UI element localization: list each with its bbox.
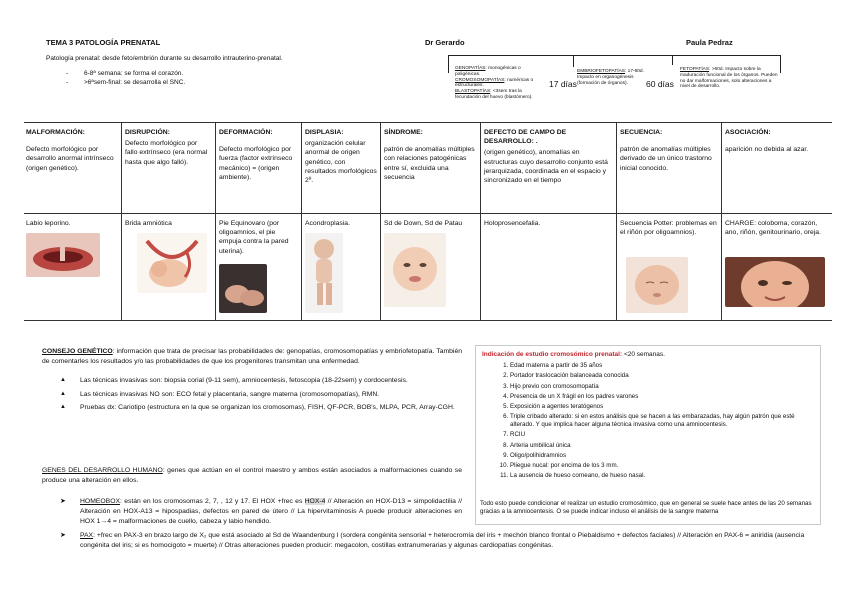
indicacion-footer: Todo esto puede condicionar el realizar un estudio cromosómico, que en general se suele hace antes de las 20 semanas gracias a la amniocentesis. O se puede indicar incluso el análisis de la sangre materna: [480, 500, 812, 515]
table-divider: [616, 122, 617, 320]
table-mid-line: [24, 213, 832, 214]
table-divider: [301, 122, 302, 320]
genes-desarrollo-intro: GENES DEL DESARROLLO HUMANO: genes que actúan en el control maestro y ambos están asociados a malformaciones cuando se produce una alteración en ellos.: [42, 467, 462, 484]
table-divider: [721, 122, 722, 320]
indicacion-item: 10. Pliegue nucal: por encima de los 3 mm.: [510, 462, 808, 470]
amniotic-band-drawing: [137, 233, 207, 293]
table-bottom-line: [24, 320, 832, 321]
example-defecto-campo: Holoprosencefalia.: [484, 220, 541, 227]
table-divider: [121, 122, 122, 320]
consejo-genetico-section: CONSEJO GENÉTICO: información que trata de precisar las probabilidades de: genopatías, cromosomopatías y embriofetopatía. También de comentarles los resultados y/o las probabilidades de que los progenitores transmitan una enfermedad. ▲ Las técnicas invasivas son: biopsia corial (9-11 sem), amniocentesis, fetoscopia (18-22sem) y cordocentesis. ▲ Las técnicas invasivas NO son: ECO fetal y placentaria, sangre materna (cromosomopatías), RMN. ▲ Pruebas dx: Cariotipo (estructura en la que se organizan los cromosomas), FISH, QF-PCR, BOB's, MLPA, PCR, Array-CGH.: [42, 347, 462, 417]
timeline-tick: [448, 55, 449, 73]
indicacion-list: [476, 362, 808, 483]
col-disrupcion: DISRUPCIÓN: Defecto morfológico por fallo extrínseco (era normal hasta que algo falló).: [125, 129, 208, 166]
consejo-item: ▲ Las técnicas invasivas son: biopsia corial (9-11 sem), amniocentesis, fetoscopia (18-22sem) y cordocentesis.: [42, 376, 462, 386]
col-sindrome: SÍNDROME: patrón de anomalías múltiples con relaciones patogénicas entre sí, excluida una secuencia: [384, 129, 475, 181]
pax-item: ➤ PAX: +frec en PAX-3 en brazo largo de X₂ que está asociado al Sd de Waandenburg I (sordera congénita sensorial + heterocromía del iris + mechón blanco frontal o Piebaldismo + defectos faciales) // Alteración en PAX-6 = aniridia (ausencia congénita del iris; si es homocigoto = muerte) // Otras alteraciones pueden producir: megacolon, costillas extranumerarias y algunas cardiopatías congénitas.: [42, 531, 834, 551]
indicacion-item: 9. Oligo/polihidramnios: [510, 452, 808, 460]
timeline-genopatias: GENOPATÍAS: monogénicas o poligénicas. CROMOSOMOPATÍAS: numéricas o estructurales. BLASTOPATÍAS: <3sem tras la fecundación del huevo (blastómero).: [455, 66, 534, 100]
timeline-tick: [780, 55, 781, 73]
genes-pax: [42, 531, 834, 554]
col-displasia: DISPLASIA: organización celular anormal de origen genético, con resultados morfológicos 2º.: [305, 129, 377, 184]
timeline-17-days: 17 días: [549, 79, 577, 89]
indicacion-item: 6. Triple cribado alterado: si en estos análisis que se hacen a las embarazadas, hay algún patrón que esté alterado. Y que implica hacer alguna técnica invasiva como una amniocentesis.: [510, 413, 808, 429]
header-bullets: [46, 70, 346, 88]
potter-sequence-photo: [626, 257, 688, 313]
down-syndrome-baby-photo: [384, 233, 446, 307]
timeline-tick: [672, 55, 673, 65]
example-secuencia: Secuencia Potter: problemas en el riñón por oligoamnios).: [620, 220, 717, 237]
table-divider: [480, 122, 481, 320]
charge-syndrome-photo: [725, 257, 825, 307]
table-divider: [215, 122, 216, 320]
col-secuencia: SECUENCIA: patrón de anomalías múltiples derivado de un único trastorno inicial conocido.: [620, 129, 712, 172]
indicacion-item: 11. La ausencia de hueso corneano, de hueso nasal.: [510, 472, 808, 480]
indicacion-title: Indicación de estudio cromosómico prenatal: <20 semanas.: [482, 351, 665, 358]
clubfoot-photo: [219, 264, 267, 313]
timeline-fetopatias: FETOPATÍAS: >60d. Impacto sobre la maduración funcional de los órganos. Pueden no dar malformaciones, solo alteraciones a nivel de desarrollo.: [680, 67, 778, 90]
timeline-bar: [448, 55, 780, 56]
col-deformacion: DEFORMACIÓN: Defecto morfológico por fuerza (factor extrínseco mecánico) = (origen ambiente).: [219, 129, 293, 181]
timeline-tick: [573, 55, 574, 67]
indicacion-item: 7. RCIU: [510, 431, 808, 439]
col-defecto-campo: DEFECTO DE CAMPO DE DESARROLLO: . (origen genético), anomalías en estructuras cuyo desarrollo conjunto está jerarquizada, coordinada en el espacio y sincronizado en el tiempo: [484, 129, 608, 184]
indicacion-item: 3. Hijo previo con cromosomopatía: [510, 383, 808, 391]
timeline-60-days: 60 días: [646, 79, 674, 89]
table-divider: [380, 122, 381, 320]
indicacion-box: [475, 345, 821, 525]
col-malformacion: MALFORMACIÓN: Defecto morfológico por desarrollo anormal intrínseco (origen genético).: [26, 129, 114, 172]
author-student: Paula Pedraz: [686, 38, 733, 47]
example-displasia: Acondroplasia.: [305, 220, 350, 227]
author-doctor: Dr Gerardo: [425, 38, 465, 47]
indicacion-item: 4. Presencia de un X frágil en los padres varones: [510, 393, 808, 401]
page-title: TEMA 3 PATOLOGÍA PRENATAL: [46, 38, 161, 47]
col-asociacion: ASOCIACIÓN: aparición no debida al azar.: [725, 129, 809, 154]
consejo-item: ▲ Las técnicas invasivas NO son: ECO fetal y placentaria, sangre materna (cromosomopatías), RMN.: [42, 390, 462, 400]
timeline-embriofetopatias: EMBRIOFETOPATÍAS: 17-60d. Impacto en organogénesis (formación de órganos).: [577, 69, 644, 86]
example-sindrome: Sd de Down, Sd de Patau: [384, 220, 463, 227]
example-malformacion: Labio leporino.: [26, 220, 71, 227]
indicacion-item: 5. Exposición a agentes teratógenos: [510, 403, 808, 411]
hox4-highlight: HOX-4: [304, 498, 326, 505]
example-disrupcion: Brida amniótica: [125, 220, 172, 227]
example-asociacion: CHARGE: coloboma, corazón, ano, riñón, genitourinario, oreja.: [725, 220, 821, 237]
achondroplasia-photo: [305, 233, 343, 313]
bullet-item: - 6-8ª semana: se forma el corazón.: [46, 70, 346, 78]
indicacion-item: 1. Edad materna a partir de 35 años: [510, 362, 808, 370]
example-deformacion: Pie Equinovaro (por oligoamnios, el pie empuja contra la pared uterina).: [219, 220, 289, 255]
genes-homeobox: [42, 497, 462, 530]
indicacion-item: 2. Portador traslocación balanceada conocida: [510, 372, 808, 380]
cleft-lip-photo: [26, 233, 100, 277]
definition-text: Patología prenatal: desde feto/embrión durante su desarrollo intrauterino-prenatal.: [46, 55, 283, 62]
bullet-item: - >6ªsem-final: se desarrolla el SNC.: [46, 79, 346, 87]
indicacion-item: 8. Arteria umbilical única: [510, 442, 808, 450]
table-top-line: [24, 122, 832, 123]
homeobox-item: ➤ HOMEOBOX: están en los cromosomas 2, 7, , 12 y 17. El HOX +frec es HOX-4 // Alteración en HOX-D13 = simpolidactilia // Alteración en HOX-A13 = hipospadias, defectos en pared de útero // La hipervitaminosis A puede producir alteraciones en HOX 1→4 = malformaciones de cuello, cabeza y labio hendido.: [42, 497, 462, 527]
consejo-item: ▲ Pruebas dx: Cariotipo (estructura en la que se organizan los cromosomas), FISH, QF-PCR, BOB's, MLPA, PCR, Array-CGH.: [42, 403, 462, 413]
